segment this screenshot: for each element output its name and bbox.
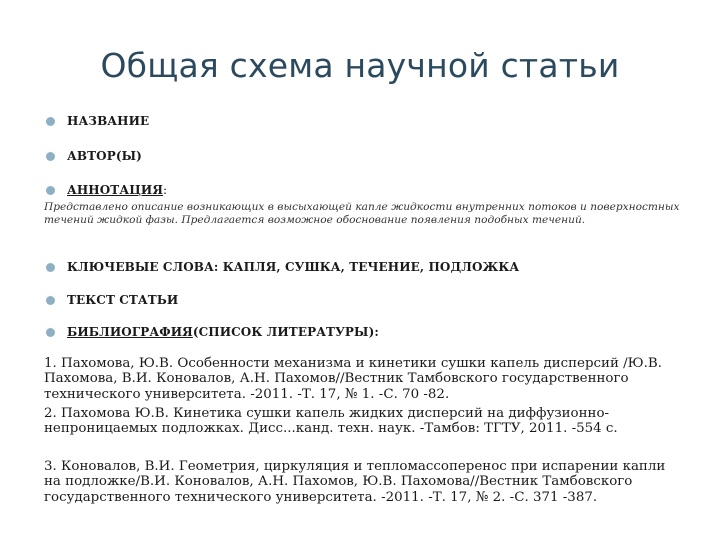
bullet-icon (46, 296, 55, 305)
list-item-keywords (46, 260, 519, 274)
bullet-icon (46, 328, 55, 337)
reference-1: 1. Пахомова, Ю.В. Особенности механизма и кинетики сушки капель дисперсий /Ю.В. Пахомова, В.И. Коновалов, А.Н. Пахомов//Вестник Тамбовского государственного технического университета. -2011. -Т. 17, № 1. -С. 70 -82. (44, 356, 663, 402)
slide-title: Общая схема научной статьи (100, 46, 620, 85)
bullet-icon (46, 263, 55, 272)
abstract-colon: : (163, 183, 168, 197)
reference-3: 3. Коновалов, В.И. Геометрия, циркуляция и тепломассоперенос при испарении капли на подложке/В.И. Коновалов, А.Н. Пахомов, Ю.В. Пахомова//Вестник Тамбовского государственного технического университета. -2011. -Т. 17, № 2. -С. 371 -387. (44, 459, 666, 505)
abstract-text: Представлено описание возникающих в высыхающей капле жидкости внутренних потоков и поверхностных течений жидкой фазы. Предлагается возможное обоснование появления подобных течений. (44, 201, 680, 226)
list-item-authors (46, 149, 142, 163)
list-item-label: АВТОР(Ы) (67, 149, 142, 163)
list-item-label: КЛЮЧЕВЫЕ СЛОВА: КАПЛЯ, СУШКА, ТЕЧЕНИЕ, ПОДЛОЖКА (67, 260, 520, 274)
list-item-label: НАЗВАНИЕ (67, 114, 150, 128)
bibliography-label: БИБЛИОГРАФИЯ (67, 325, 193, 339)
reference-2: 2. Пахомова Ю.В. Кинетика сушки капель жидких дисперсий на диффузионно-непроницаемых подложках. Дисс...канд. техн. наук. -Тамбов: ТГТУ, 2011. -554 с. (44, 406, 618, 437)
list-item-abstract (46, 183, 167, 197)
list-item-title (46, 114, 149, 128)
bullet-icon (46, 152, 55, 161)
list-item-bibliography (46, 325, 379, 339)
list-item-label: ТЕКСТ СТАТЬИ (67, 293, 179, 307)
bullet-icon (46, 117, 55, 126)
abstract-label: АННОТАЦИЯ (67, 183, 164, 197)
bibliography-suffix: (СПИСОК ЛИТЕРАТУРЫ): (192, 325, 379, 339)
list-item-article-text (46, 293, 178, 307)
bullet-icon (46, 186, 55, 195)
